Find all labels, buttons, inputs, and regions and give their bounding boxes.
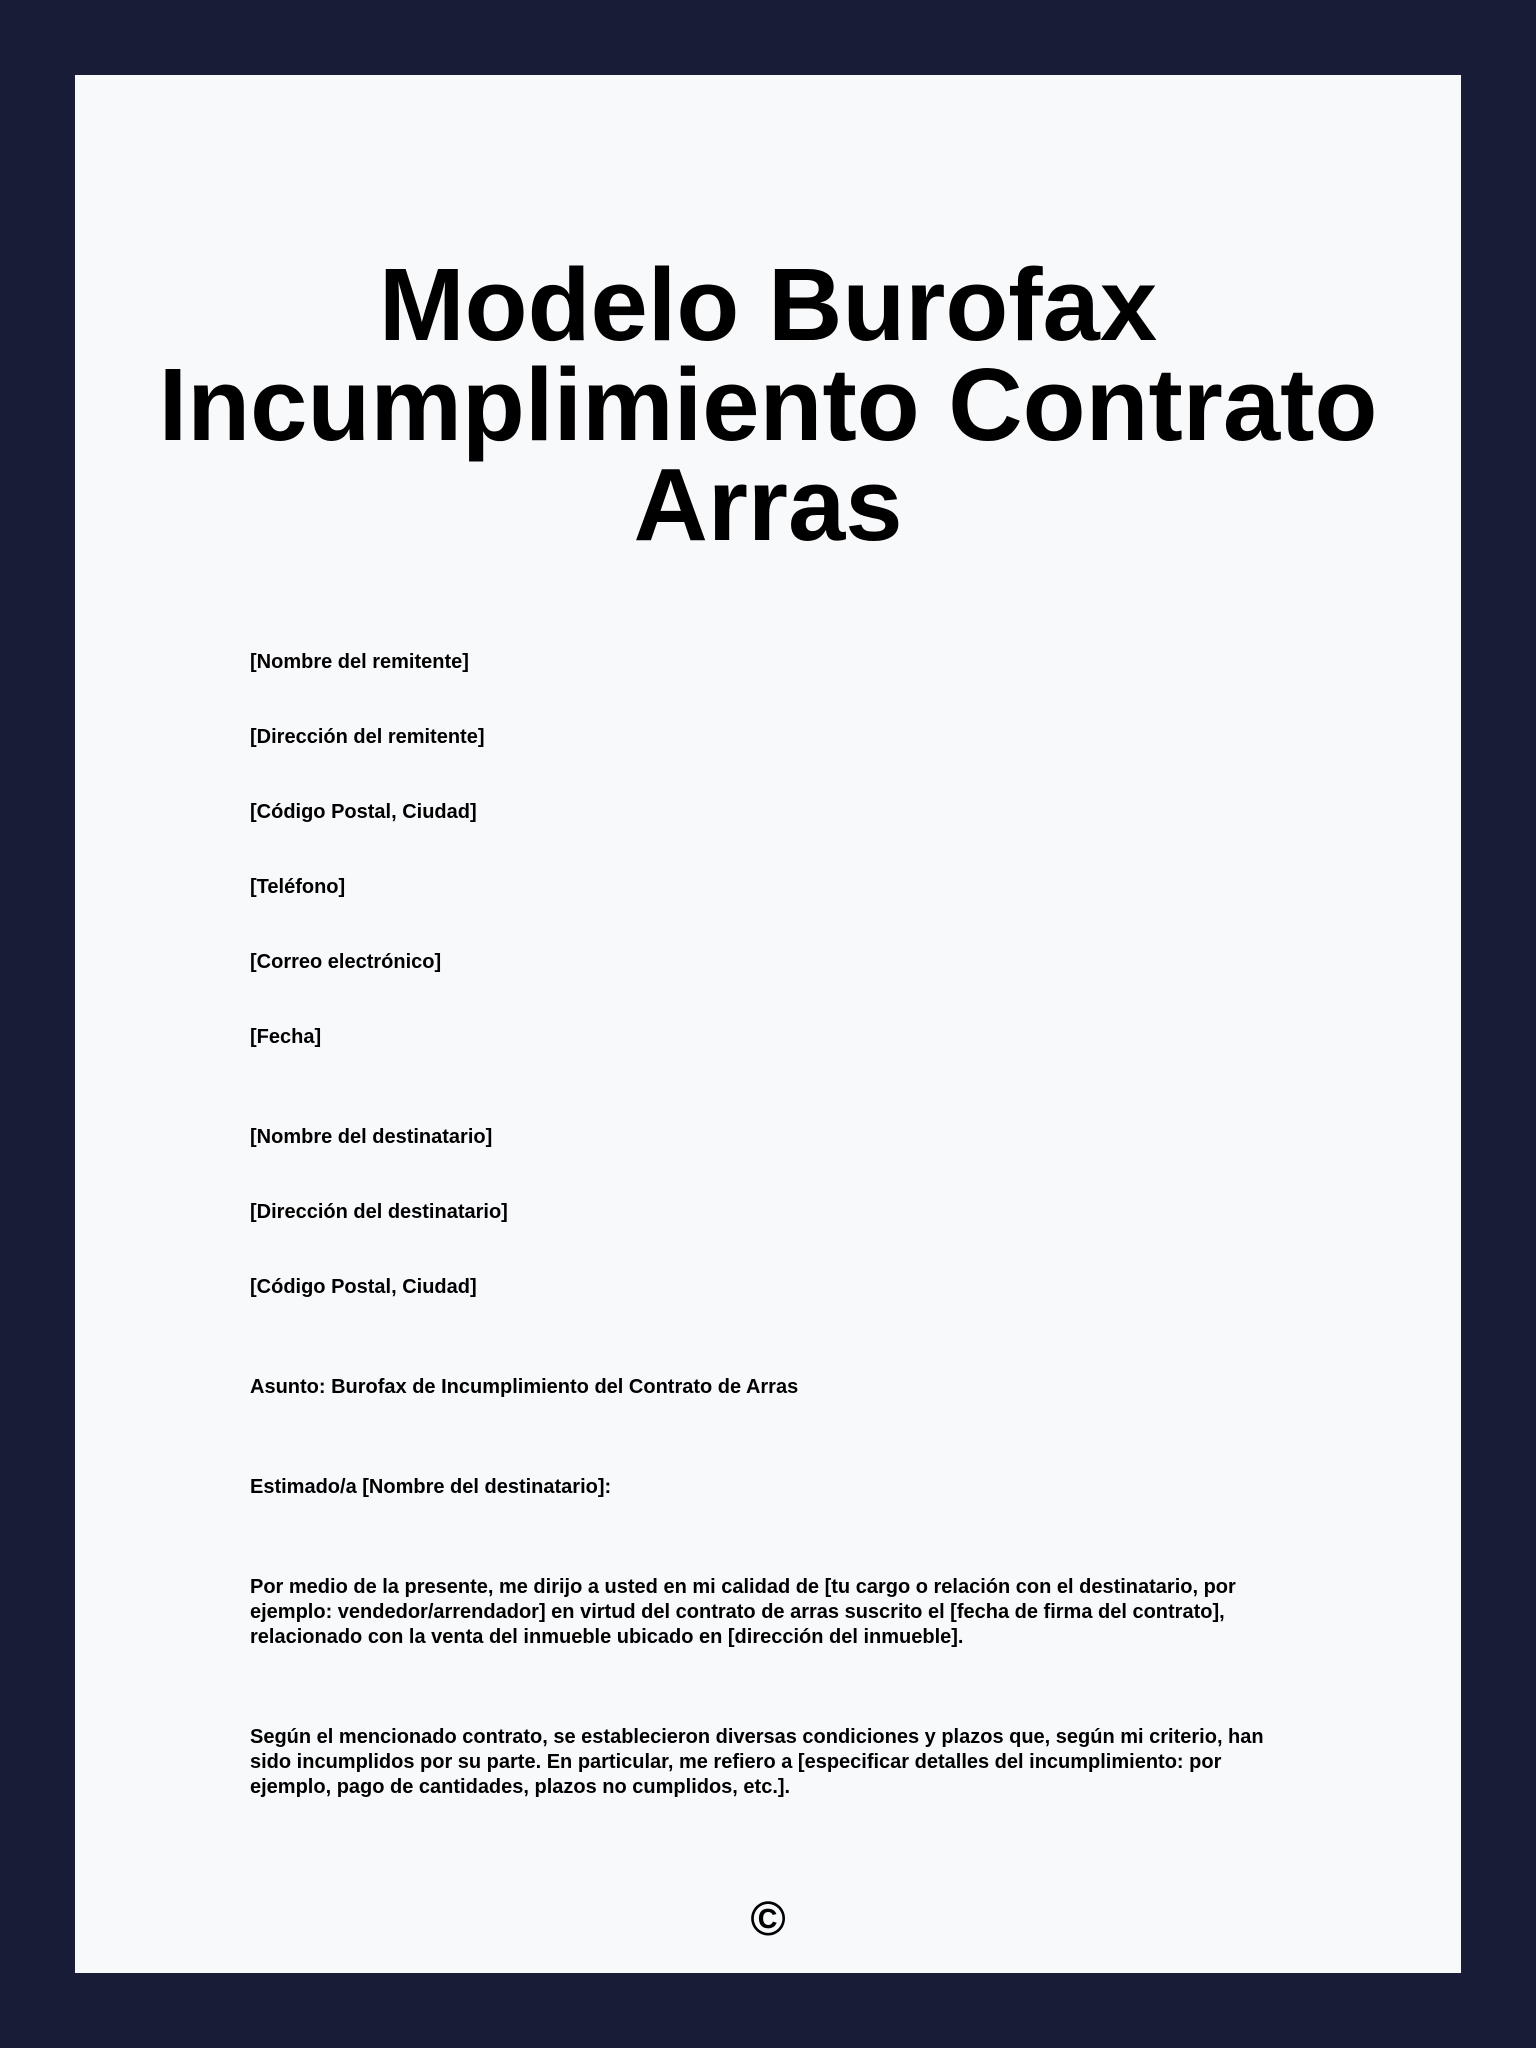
document-page — [75, 75, 1461, 1973]
copyright-icon: © — [750, 1893, 786, 1946]
sender-name: [Nombre del remitente] — [250, 651, 469, 673]
recipient-address: [Dirección del destinatario] — [250, 1201, 508, 1223]
body-paragraph: Por medio de la presente, me dirijo a usted en mi calidad de [tu cargo o relación con el destinatario, por ejemplo: vendedor/arrendador] en virtud del contrato de arras suscrito el [fecha de firma del contrato], relacionado con la venta del inmueble ubicado en [dirección del inmueble]. — [250, 1576, 1236, 1648]
title-line: Arras — [633, 447, 903, 562]
sender-address: [Dirección del remitente] — [250, 726, 485, 748]
sender-phone: [Teléfono] — [250, 876, 346, 898]
document-title — [115, 247, 1421, 562]
sender-postal-city: [Código Postal, Ciudad] — [250, 801, 477, 823]
recipient-name: [Nombre del destinatario] — [250, 1126, 493, 1148]
recipient-postal-city: [Código Postal, Ciudad] — [250, 1276, 477, 1298]
letter-date: [Fecha] — [250, 1026, 322, 1048]
title-line: Modelo Burofax — [378, 247, 1158, 362]
subject-line: Asunto: Burofax de Incumplimiento del Contrato de Arras — [250, 1376, 799, 1398]
greeting: Estimado/a [Nombre del destinatario]: — [250, 1476, 612, 1498]
sender-email: [Correo electrónico] — [250, 951, 442, 973]
title-line: Incumplimiento Contrato — [158, 347, 1378, 462]
body-paragraph: Según el mencionado contrato, se establecieron diversas condiciones y plazos que, según mi criterio, han sido incumplidos por su parte. En particular, me refiero a [especificar detalles del incumplimiento: por ejemplo, pago de cantidades, plazos no cumplidos, etc.]. — [250, 1726, 1264, 1798]
